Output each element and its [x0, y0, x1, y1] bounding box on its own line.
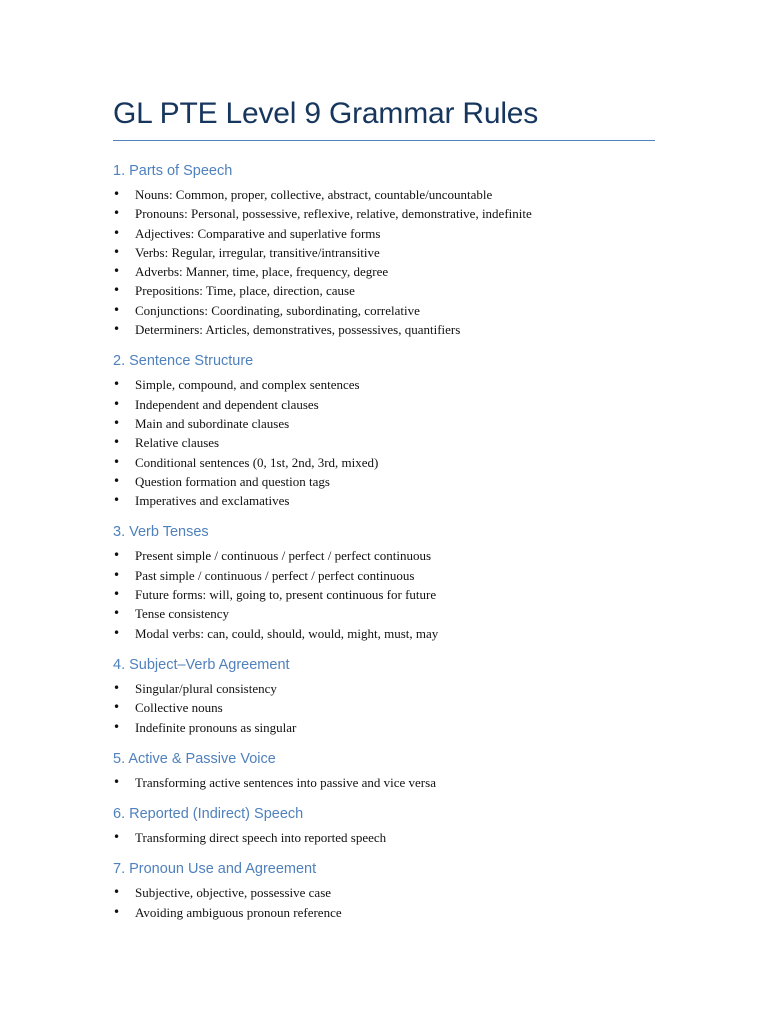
list-item-text: Adverbs: Manner, time, place, frequency, degree [135, 264, 389, 280]
section-5 [113, 749, 655, 792]
section-3 [113, 522, 655, 642]
list-item-text: Transforming active sentences into passive and vice versa [135, 774, 436, 790]
bullet-icon: • [113, 244, 121, 259]
list-item-text: Conditional sentences (0, 1st, 2nd, 3rd, mixed) [135, 454, 379, 470]
bullet-icon: • [113, 493, 121, 508]
bullet-icon: • [113, 225, 121, 240]
list-item-text: Future forms: will, going to, present continuous for future [135, 587, 437, 603]
bullet-list [113, 773, 655, 792]
section-heading: 4. Subject–Verb Agreement [113, 656, 290, 673]
list-item [113, 433, 655, 452]
list-item-text: Verbs: Regular, irregular, transitive/intransitive [135, 244, 380, 260]
bullet-list [113, 828, 655, 847]
bullet-icon: • [113, 719, 121, 734]
list-item-text: Nouns: Common, proper, collective, abstract, countable/uncountable [135, 187, 493, 202]
list-item-text: Indefinite pronouns as singular [135, 719, 297, 735]
bullet-list [113, 375, 655, 510]
document-body [113, 161, 655, 922]
list-item [113, 472, 655, 491]
bullet-icon: • [113, 774, 121, 789]
list-item-text: Conjunctions: Coordinating, subordinating, correlative [135, 302, 420, 318]
list-item-text: Avoiding ambiguous pronoun reference [135, 904, 342, 920]
list-item [113, 491, 655, 510]
list-item-text: Prepositions: Time, place, direction, cause [135, 283, 355, 299]
list-item [113, 883, 655, 902]
list-item-text: Simple, compound, and complex sentences [135, 377, 360, 393]
document-title: GL PTE Level 9 Grammar Rules [113, 97, 539, 130]
bullet-list [113, 883, 655, 922]
section-heading: 5. Active & Passive Voice [113, 750, 276, 767]
list-item [113, 903, 655, 922]
section-heading: 1. Parts of Speech [113, 163, 233, 179]
bullet-icon: • [113, 206, 121, 221]
list-item-text: Modal verbs: can, could, should, would, might, must, may [135, 625, 439, 641]
bullet-icon: • [113, 396, 121, 411]
title-divider [113, 140, 655, 141]
bullet-icon: • [113, 302, 121, 317]
bullet-icon: • [113, 377, 121, 392]
list-item-text: Determiners: Articles, demonstratives, possessives, quantifiers [135, 322, 461, 338]
section-4 [113, 655, 655, 737]
list-item [113, 828, 655, 847]
list-item-text: Imperatives and exclamatives [135, 493, 290, 509]
bullet-icon: • [113, 830, 121, 845]
section-heading: 3. Verb Tenses [113, 524, 209, 541]
list-item-text: Collective nouns [135, 700, 223, 716]
list-item-text: Singular/plural consistency [135, 680, 277, 696]
list-item-text: Present simple / continuous / perfect / perfect continuous [135, 548, 432, 564]
bullet-icon: • [113, 322, 121, 337]
section-heading: 6. Reported (Indirect) Speech [113, 806, 304, 823]
bullet-icon: • [113, 415, 121, 430]
list-item [113, 224, 655, 243]
bullet-icon: • [113, 283, 121, 298]
section-7 [113, 859, 655, 922]
list-item [113, 585, 655, 604]
bullet-list [113, 185, 655, 339]
list-item [113, 185, 655, 204]
list-item [113, 375, 655, 394]
list-item [113, 679, 655, 698]
list-item [113, 698, 655, 717]
bullet-list [113, 546, 655, 642]
list-item [113, 604, 655, 623]
document-page [113, 96, 655, 934]
list-item [113, 773, 655, 792]
list-item [113, 204, 655, 223]
bullet-icon: • [113, 680, 121, 695]
section-2 [113, 351, 655, 510]
section-heading: 2. Sentence Structure [113, 353, 254, 370]
list-item [113, 718, 655, 737]
list-item-text: Transforming direct speech into reported speech [135, 830, 387, 846]
bullet-icon: • [113, 606, 121, 621]
list-item [113, 566, 655, 585]
list-item [113, 281, 655, 300]
list-item-text: Question formation and question tags [135, 473, 330, 489]
bullet-icon: • [113, 548, 121, 563]
bullet-icon: • [113, 587, 121, 602]
list-item-text: Main and subordinate clauses [135, 415, 290, 431]
bullet-icon: • [113, 885, 121, 900]
bullet-list [113, 679, 655, 737]
bullet-icon: • [113, 625, 121, 640]
bullet-icon: • [113, 904, 121, 919]
list-item-text: Past simple / continuous / perfect / perfect continuous [135, 567, 415, 583]
list-item [113, 243, 655, 262]
list-item-text: Adjectives: Comparative and superlative forms [135, 225, 381, 241]
list-item [113, 395, 655, 414]
bullet-icon: • [113, 435, 121, 450]
list-item [113, 546, 655, 565]
list-item [113, 453, 655, 472]
list-item-text: Independent and dependent clauses [135, 396, 319, 412]
bullet-icon: • [113, 567, 121, 582]
bullet-icon: • [113, 454, 121, 469]
list-item [113, 624, 655, 643]
bullet-icon: • [113, 264, 121, 279]
section-heading: 7. Pronoun Use and Agreement [113, 861, 317, 878]
bullet-icon: • [113, 473, 121, 488]
list-item [113, 320, 655, 339]
section-6 [113, 804, 655, 847]
bullet-icon: • [113, 187, 121, 201]
section-1 [113, 161, 655, 339]
bullet-icon: • [113, 700, 121, 715]
list-item [113, 301, 655, 320]
list-item-text: Tense consistency [135, 606, 230, 622]
list-item-text: Relative clauses [135, 435, 220, 451]
list-item [113, 414, 655, 433]
list-item-text: Pronouns: Personal, possessive, reflexive, relative, demonstrative, indefinite [135, 206, 532, 222]
list-item [113, 262, 655, 281]
list-item-text: Subjective, objective, possessive case [135, 885, 332, 901]
